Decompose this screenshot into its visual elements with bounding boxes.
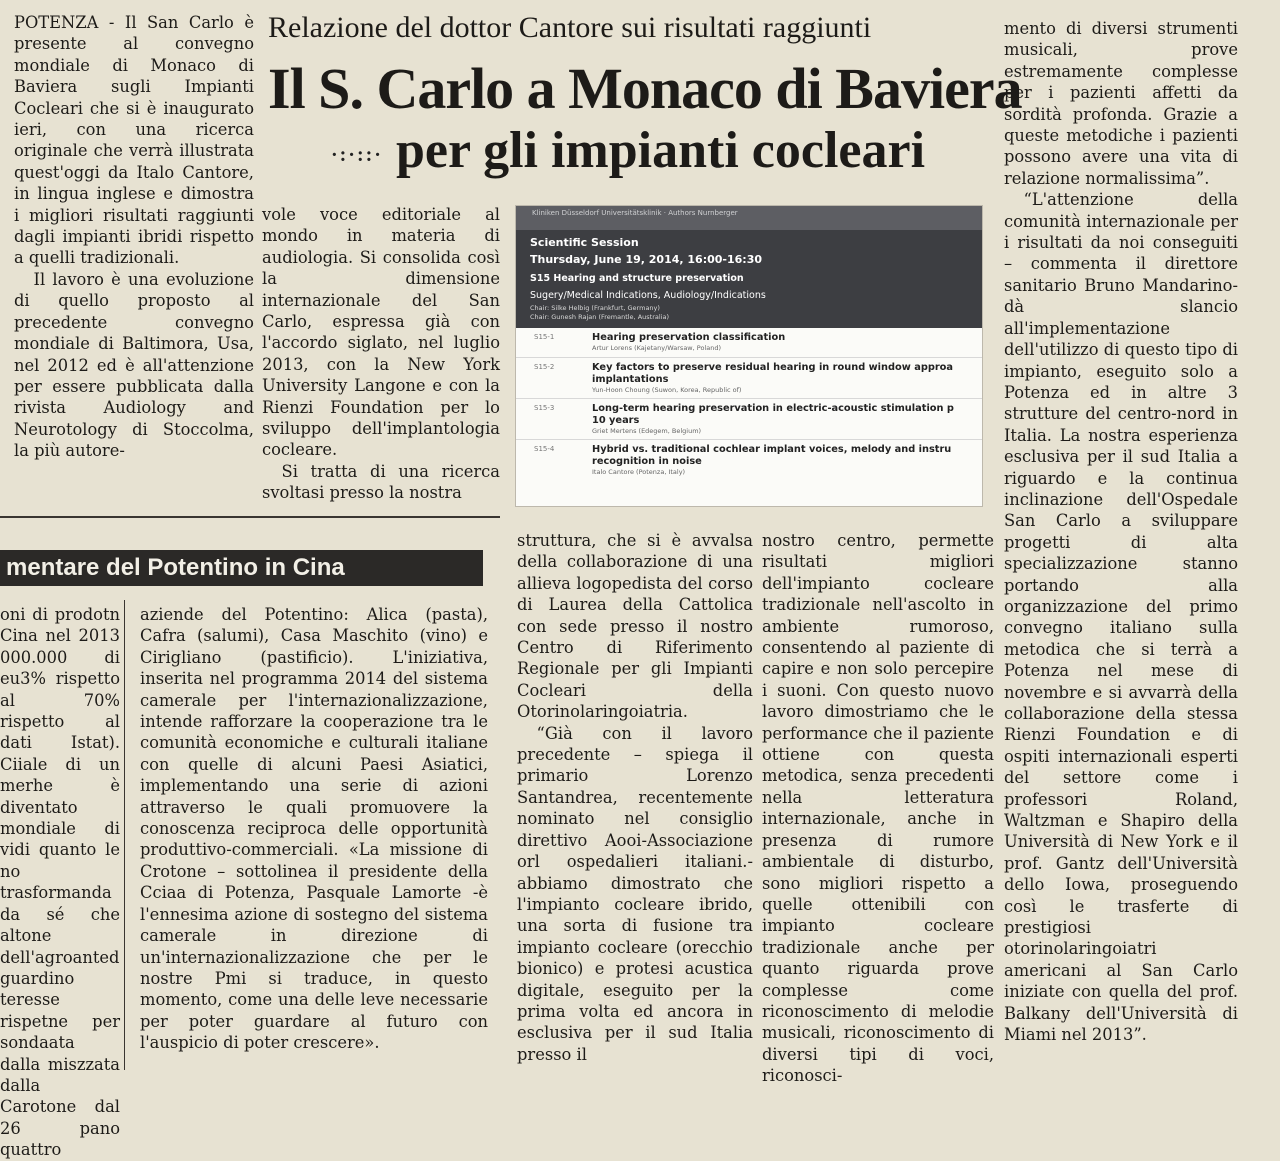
slide-program-item — [516, 358, 982, 399]
slide-chair: Chair: Silke Helbig (Frankfurt, Germany) — [530, 304, 660, 312]
slide-session-band — [516, 230, 982, 328]
slide-item-author: Yun-Hoon Choung (Suwon, Korea, Republic of) — [592, 386, 742, 394]
slide-header: Kliniken Düsseldorf Universitätsklinik · Authors Nurnberger — [516, 206, 982, 230]
slide-program-item — [516, 440, 982, 480]
article-paragraph: “L'attenzione della comunità internazionale per i risultati da noi conseguiti – commenta il direttore sanitario Bruno Mandarino- dà slancio all'implementazione dell'utilizzo di questo tipo di impianto, eseguito solo a Potenza ed in altre 3 strutture del centro-nord in Italia. La nostra esperienza esclusiva per il sud Italia a riguardo e la continua inclinazione dell'Ospedale San Carlo a sviluppare progetti di alta specializzazione stanno portando alla organizzazione del primo convegno italiano sulla metodica che si terrà a Potenza nel mese di novembre e si avvarrà della collaborazione della stessa Rienzi Foundation e di ospiti internazionali esperti del settore come i professori Roland, Waltzman e Shapiro della Università di New York e il prof. Gantz dell'Università dello Iowa, proseguendo così le trasferte di prestigiosi otorinolaringoiatri americani al San Carlo iniziate con quella del prof. Balkany dell'Università di Miami nel 2013”. — [1004, 190, 1238, 1045]
second-article-column-2 — [140, 604, 488, 1054]
slide-session-label: Scientific Session — [530, 236, 639, 249]
slide-item-title: Hybrid vs. traditional cochlear implant voices, melody and instru — [592, 444, 952, 455]
slide-item-author: Griet Mertens (Edegem, Belgium) — [592, 427, 702, 435]
slide-session-title: S15 Hearing and structure preservation — [530, 273, 744, 284]
slide-item-code: S15-4 — [534, 445, 555, 453]
column-rule — [0, 516, 500, 518]
print-noise-mark: ·:·::· — [330, 144, 383, 167]
article-paragraph: oni di prodotn Cina nel 2013 000.000 di eu3% rispetto al 70% rispetto al dati Istat). Ciiale di un merhe è diventato mondiale di vidi quanto le no trasformanda da sé che altone dell'agroanted guardino teresse rispetne per sondaata dalla miszzata dalla Carotone dal 26 pano quattro — [0, 605, 120, 1160]
slide-date-time: Thursday, June 19, 2014, 16:00-16:30 — [530, 253, 762, 266]
column-rule — [124, 600, 125, 1070]
second-article-heading: mentare del Potentino in Cina — [0, 550, 483, 586]
slide-program-item — [516, 328, 982, 358]
slide-item-code: S15-3 — [534, 404, 555, 412]
slide-item-code: S15-2 — [534, 363, 555, 371]
article-paragraph: Si tratta di una ricerca svoltasi presso la nostra — [262, 461, 500, 503]
article-paragraph: Il lavoro è una evoluzione di quello proposto al precedente convegno mondiale di Baltimora, Usa, nel 2012 ed è all'attenzione per essere pubblicata dalla rivista Audiology and Neurotology di Stoccolma, la più autore- — [14, 269, 254, 461]
article-subheadline-text: per gli impianti cocleari — [395, 122, 926, 179]
slide-item-title-cont: recognition in noise — [592, 456, 702, 467]
slide-item-title-cont: implantations — [592, 374, 669, 385]
article-paragraph: struttura, che si è avvalsa della collaborazione di una allieva logopedista del corso di Laurea della Cattolica con sede presso il nostro Centro di Riferimento Regionale per gli Impianti Cocleari della Otorinolaringoiatria. — [517, 531, 753, 722]
slide-item-code: S15-1 — [534, 333, 555, 341]
second-article-column-1 — [0, 604, 120, 1160]
slide-topics: Sugery/Medical Indications, Audiology/Indications — [530, 290, 766, 301]
slide-program-item — [516, 399, 982, 440]
article-subheadline — [268, 122, 988, 184]
article-column-1 — [14, 12, 254, 462]
conference-program-photo — [515, 205, 983, 507]
slide-item-title: Hearing preservation classification — [592, 332, 786, 343]
article-paragraph: aziende del Potentino: Alica (pasta), Cafra (salumi), Casa Maschito (vino) e Cirigliano (pastificio). L'iniziativa, inserita nel programma 2014 del sistema camerale per l'internazionalizzazione, intende rafforzare la cooperazione tra le comunità economiche e culturali italiane con quelle di alcuni Paesi Asiatici, implementando una serie di azioni attraverso le quali promuovere la conoscenza reciproca delle opportunità produttivo-commerciali. «La missione di Crotone – sottolinea il presidente della Cciaa di Potenza, Pasquale Lamorte -è l'ennesima azione di sostegno del sistema camerale in direzione di un'internazionalizzazione che per le nostre Pmi si traduce, in questo momento, come una delle leve necessarie per poter guardare al futuro con l'auspicio di poter crescere». — [140, 605, 488, 1053]
article-paragraph: vole voce editoriale al mondo in materia di audiologia. Si consolida così la dimensione internazionale del San Carlo, espressa già con l'accordo siglato, nel luglio 2013, con la New York University Langone e con la Rienzi Foundation per lo sviluppo dell'implantologia cocleare. — [262, 205, 500, 460]
slide-item-author: Artur Lorens (Kajetany/Warsaw, Poland) — [592, 344, 721, 352]
slide-item-title: Long-term hearing preservation in electric-acoustic stimulation p — [592, 403, 954, 414]
slide-item-author: Italo Cantore (Potenza, Italy) — [592, 468, 686, 476]
slide-chair: Chair: Gunesh Rajan (Fremantle, Australia) — [530, 313, 669, 321]
article-paragraph: “Già con il lavoro precedente – spiega il primario Lorenzo Santandrea, recentemente nominato nel consiglio direttivo Aooi-Associazione orl ospedalieri italiani.- abbiamo dimostrato che l'impianto cocleare ibrido, una sorta di fusione tra impianto cocleare (orecchio bionico) e protesi acustica digitale, eseguito per la prima volta ed ancora in esclusiva per il sud Italia presso il — [517, 723, 753, 1064]
article-paragraph: nostro centro, permette risultati migliori dell'impianto cocleare tradizionale nell'ascolto in ambiente rumoroso, consentendo al paziente di capire e non solo percepire i suoni. Con questo nuovo lavoro dimostriamo che le performance che il paziente ottiene con questa metodica, senza precedenti nella letteratura internazionale, anche in presenza di rumore ambientale di disturbo, sono migliori rispetto a quelle ottenibili con impianto cocleare tradizionale anche per quanto riguarda prove complesse come riconoscimento di melodie musicali, riconoscimento di diversi tipi di voci, riconosci- — [762, 531, 994, 1086]
article-column-2 — [262, 204, 500, 504]
article-headline: Il S. Carlo a Monaco di Baviera — [268, 56, 1022, 121]
article-kicker: Relazione del dottor Cantore sui risultati raggiunti — [268, 11, 872, 44]
slide-item-title-cont: 10 years — [592, 415, 640, 426]
article-column-3 — [517, 530, 753, 1065]
article-column-5 — [1004, 18, 1238, 1046]
article-paragraph: mento di diversi strumenti musicali, prove estremamente complesse per i pazienti affetti da sordità profonda. Grazie a queste metodiche i pazienti possono avere una vita di relazione normalissima”. — [1004, 19, 1238, 188]
article-column-4 — [762, 530, 994, 1087]
slide-item-title: Key factors to preserve residual hearing in round window approa — [592, 362, 954, 373]
article-paragraph: POTENZA - Il San Carlo è presente al convegno mondiale di Monaco di Baviera sugli Impianti Cocleari che si è inaugurato ieri, con una ricerca originale che verrà illustrata quest'oggi da Italo Cantore, in lingua inglese e dimostra i migliori risultati raggiunti dagli impianti ibridi rispetto a quelli tradizionali. — [14, 13, 254, 268]
